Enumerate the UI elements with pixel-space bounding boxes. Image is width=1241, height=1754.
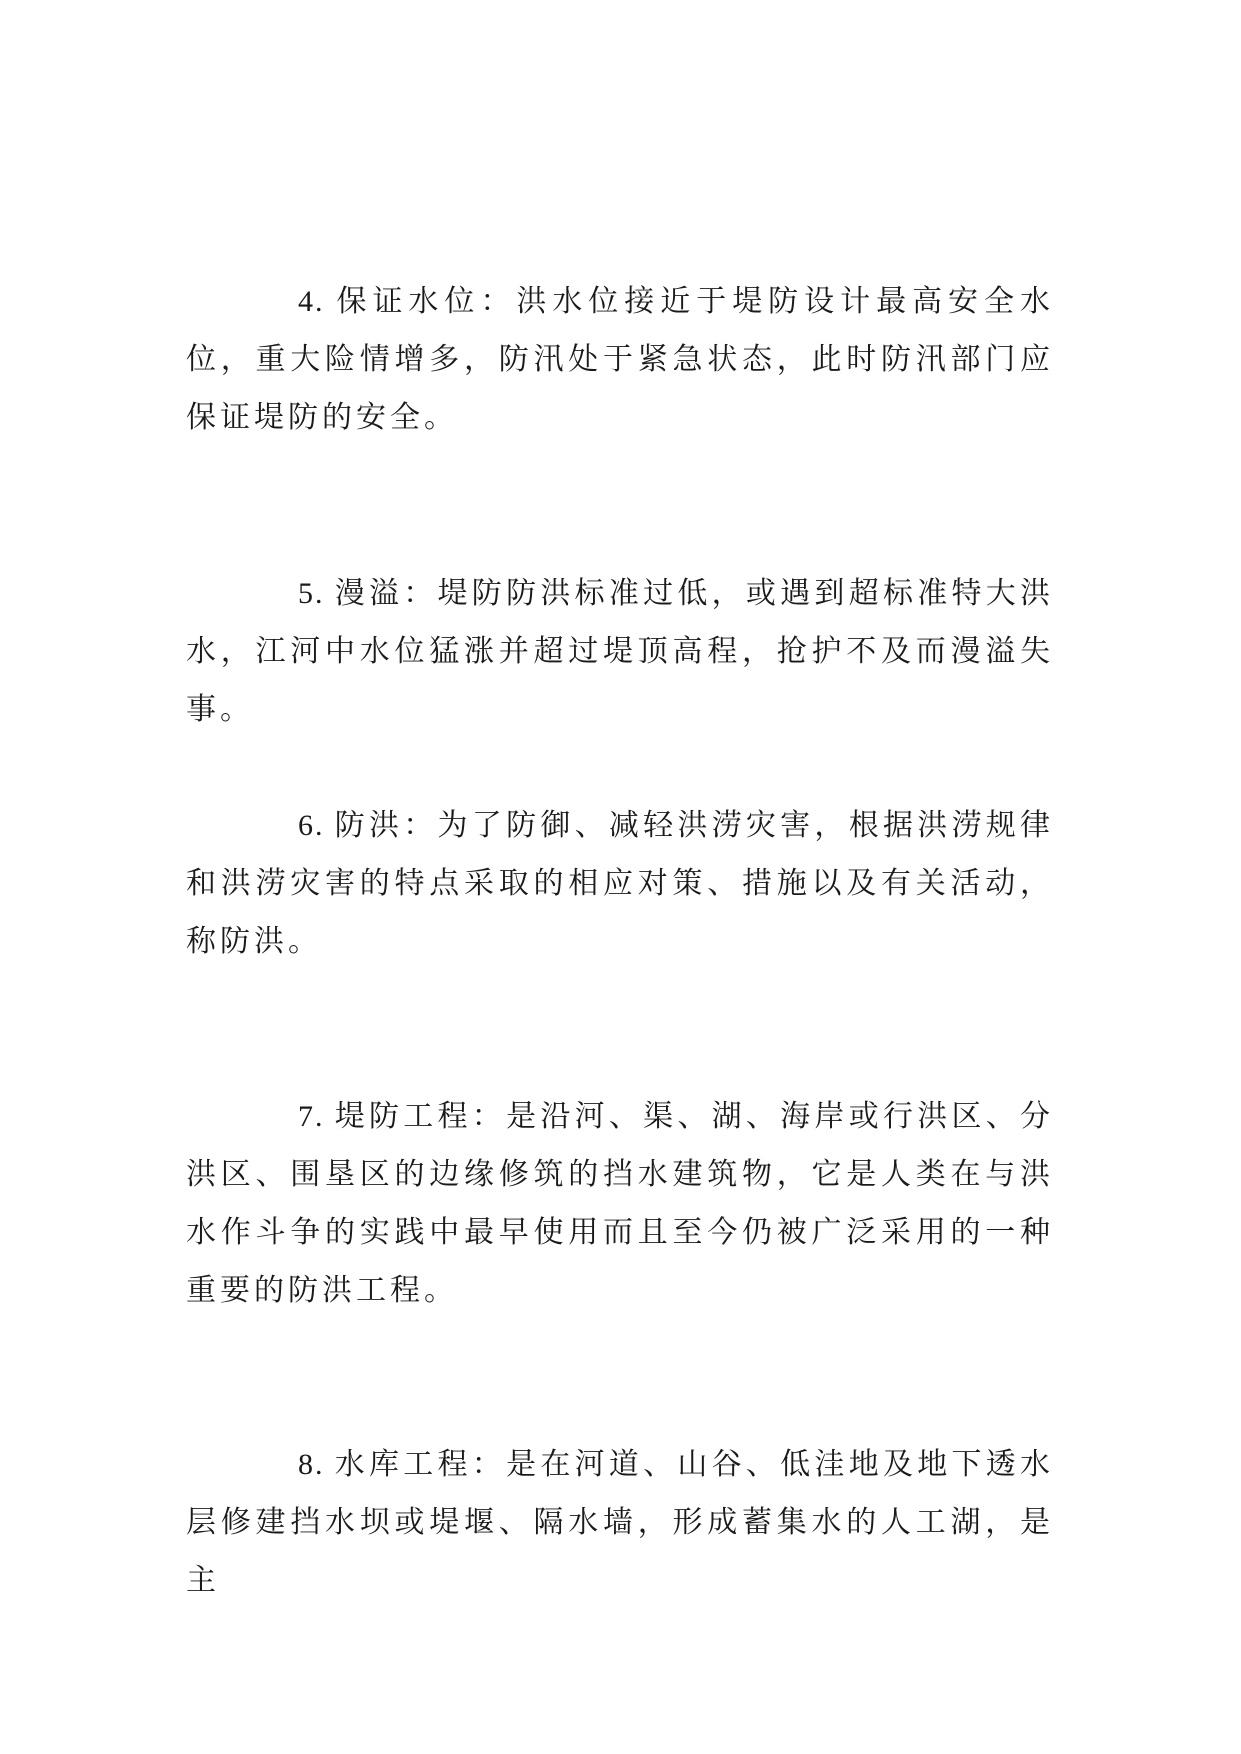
paragraph-item-7 [186,1088,1054,1320]
paragraph-item-4 [186,273,1054,447]
paragraph-item-6 [186,797,1054,971]
paragraph-number: 4. [298,285,325,318]
paragraph-text: 堤防工程：是沿河、渠、湖、海岸或行洪区、分洪区、围垦区的边缘修筑的挡水建筑物，它是人类在与洪水作斗争的实践中最早使用而且至今仍被广泛采用的一种重要的防洪工程。 [186,1099,1054,1308]
paragraph-number: 8. [298,1448,325,1481]
paragraph-text: 保证水位：洪水位接近于堤防设计最高安全水位，重大险情增多，防汛处于紧急状态，此时防汛部门应保证堤防的安全。 [186,284,1054,435]
paragraph-number: 7. [298,1100,325,1133]
paragraph-text: 水库工程：是在河道、山谷、低洼地及地下透水层修建挡水坝或堤堰、隔水墙，形成蓄集水的人工湖，是主 [186,1447,1054,1598]
paragraph-text: 漫溢：堤防防洪标准过低，或遇到超标准特大洪水，江河中水位猛涨并超过堤顶高程，抢护不及而漫溢失事。 [186,576,1054,727]
paragraph-number: 6. [298,809,325,842]
paragraph-item-5 [186,565,1054,739]
paragraph-number: 5. [298,577,325,610]
paragraph-item-8 [186,1436,1054,1610]
paragraph-text: 防洪：为了防御、减轻洪涝灾害，根据洪涝规律和洪涝灾害的特点采取的相应对策、措施以及有关活动，称防洪。 [186,808,1054,959]
